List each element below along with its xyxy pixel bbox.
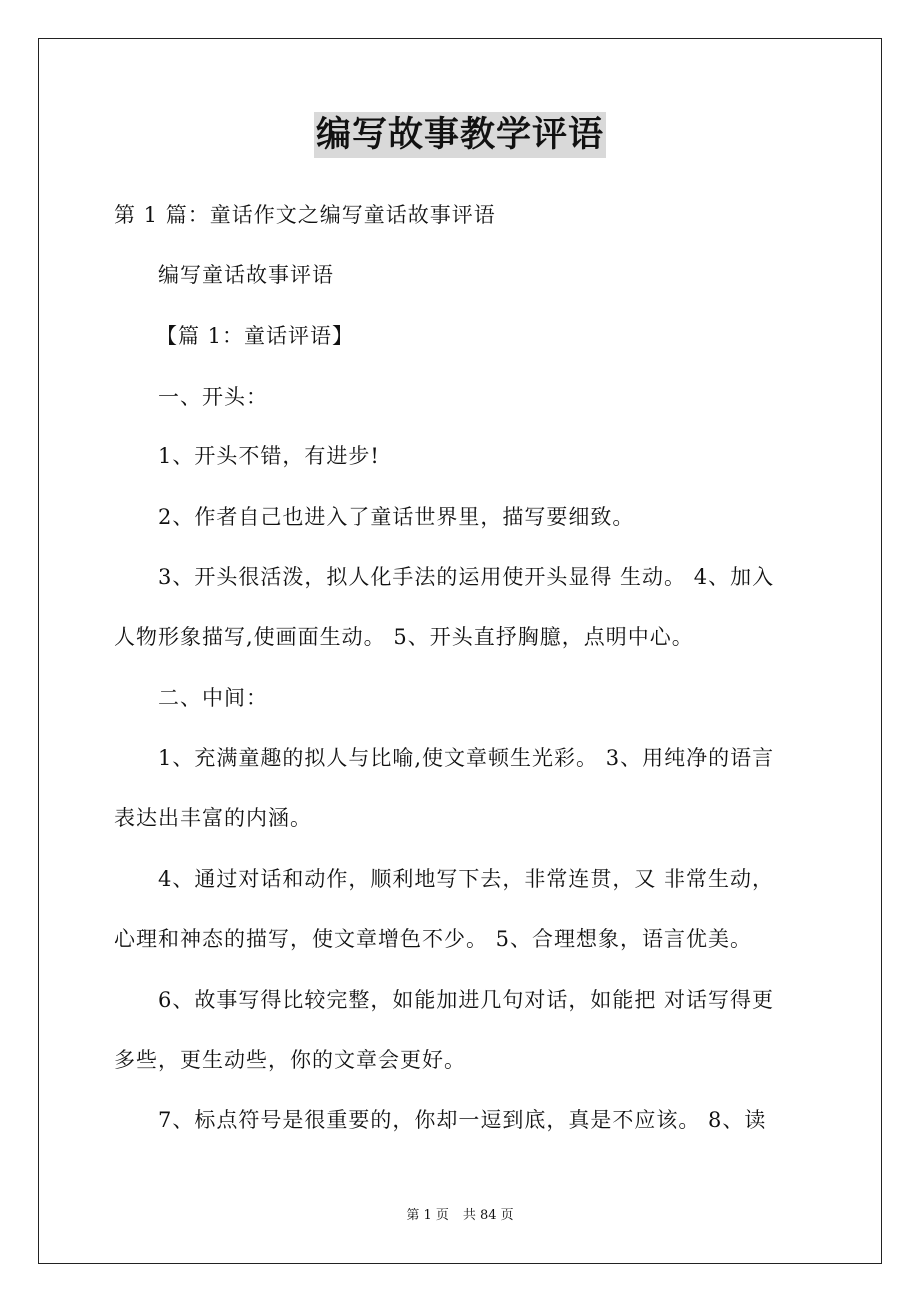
section-heading: 【篇 1：童话评语】	[156, 324, 355, 348]
paragraph-line: 2、作者自己也进入了童话世界里，描写要细致。	[158, 505, 635, 529]
paragraph-line: 编写童话故事评语	[158, 263, 334, 287]
paragraph-line: 人物形象描写,使画面生动。 5、开头直抒胸臆，点明中心。	[114, 625, 694, 649]
paragraph-line: 6、故事写得比较完整，如能加进几句对话，如能把 对话写得更	[158, 988, 775, 1012]
chapter-heading: 第 1 篇：童话作文之编写童话故事评语	[114, 203, 496, 227]
paragraph-line: 多些，更生动些，你的文章会更好。	[114, 1048, 466, 1072]
paragraph-line: 1、充满童趣的拟人与比喻,使文章顿生光彩。 3、用纯净的语言	[158, 746, 775, 770]
paragraph-line: 1、开头不错，有进步!	[158, 444, 380, 468]
paragraph-line: 4、通过对话和动作，顺利地写下去，非常连贯，又 非常生动，	[158, 867, 775, 891]
document-title-text: 编写故事教学评语	[314, 112, 606, 158]
page-total: 共 84 页	[462, 1208, 514, 1223]
section-heading: 二、中间：	[158, 686, 268, 710]
paragraph-line: 心理和神态的描写，使文章增色不少。 5、合理想象，语言优美。	[114, 927, 753, 951]
document-title	[0, 112, 920, 158]
paragraph-line: 表达出丰富的内涵。	[114, 806, 312, 830]
page-number: 第 1 页	[406, 1208, 449, 1223]
section-heading: 一、开头：	[158, 385, 268, 409]
page-footer	[0, 1206, 920, 1226]
paragraph-line: 7、标点符号是很重要的，你却一逗到底，真是不应该。 8、读	[158, 1108, 767, 1132]
paragraph-line: 3、开头很活泼，拟人化手法的运用使开头显得 生动。 4、加入	[158, 565, 775, 589]
